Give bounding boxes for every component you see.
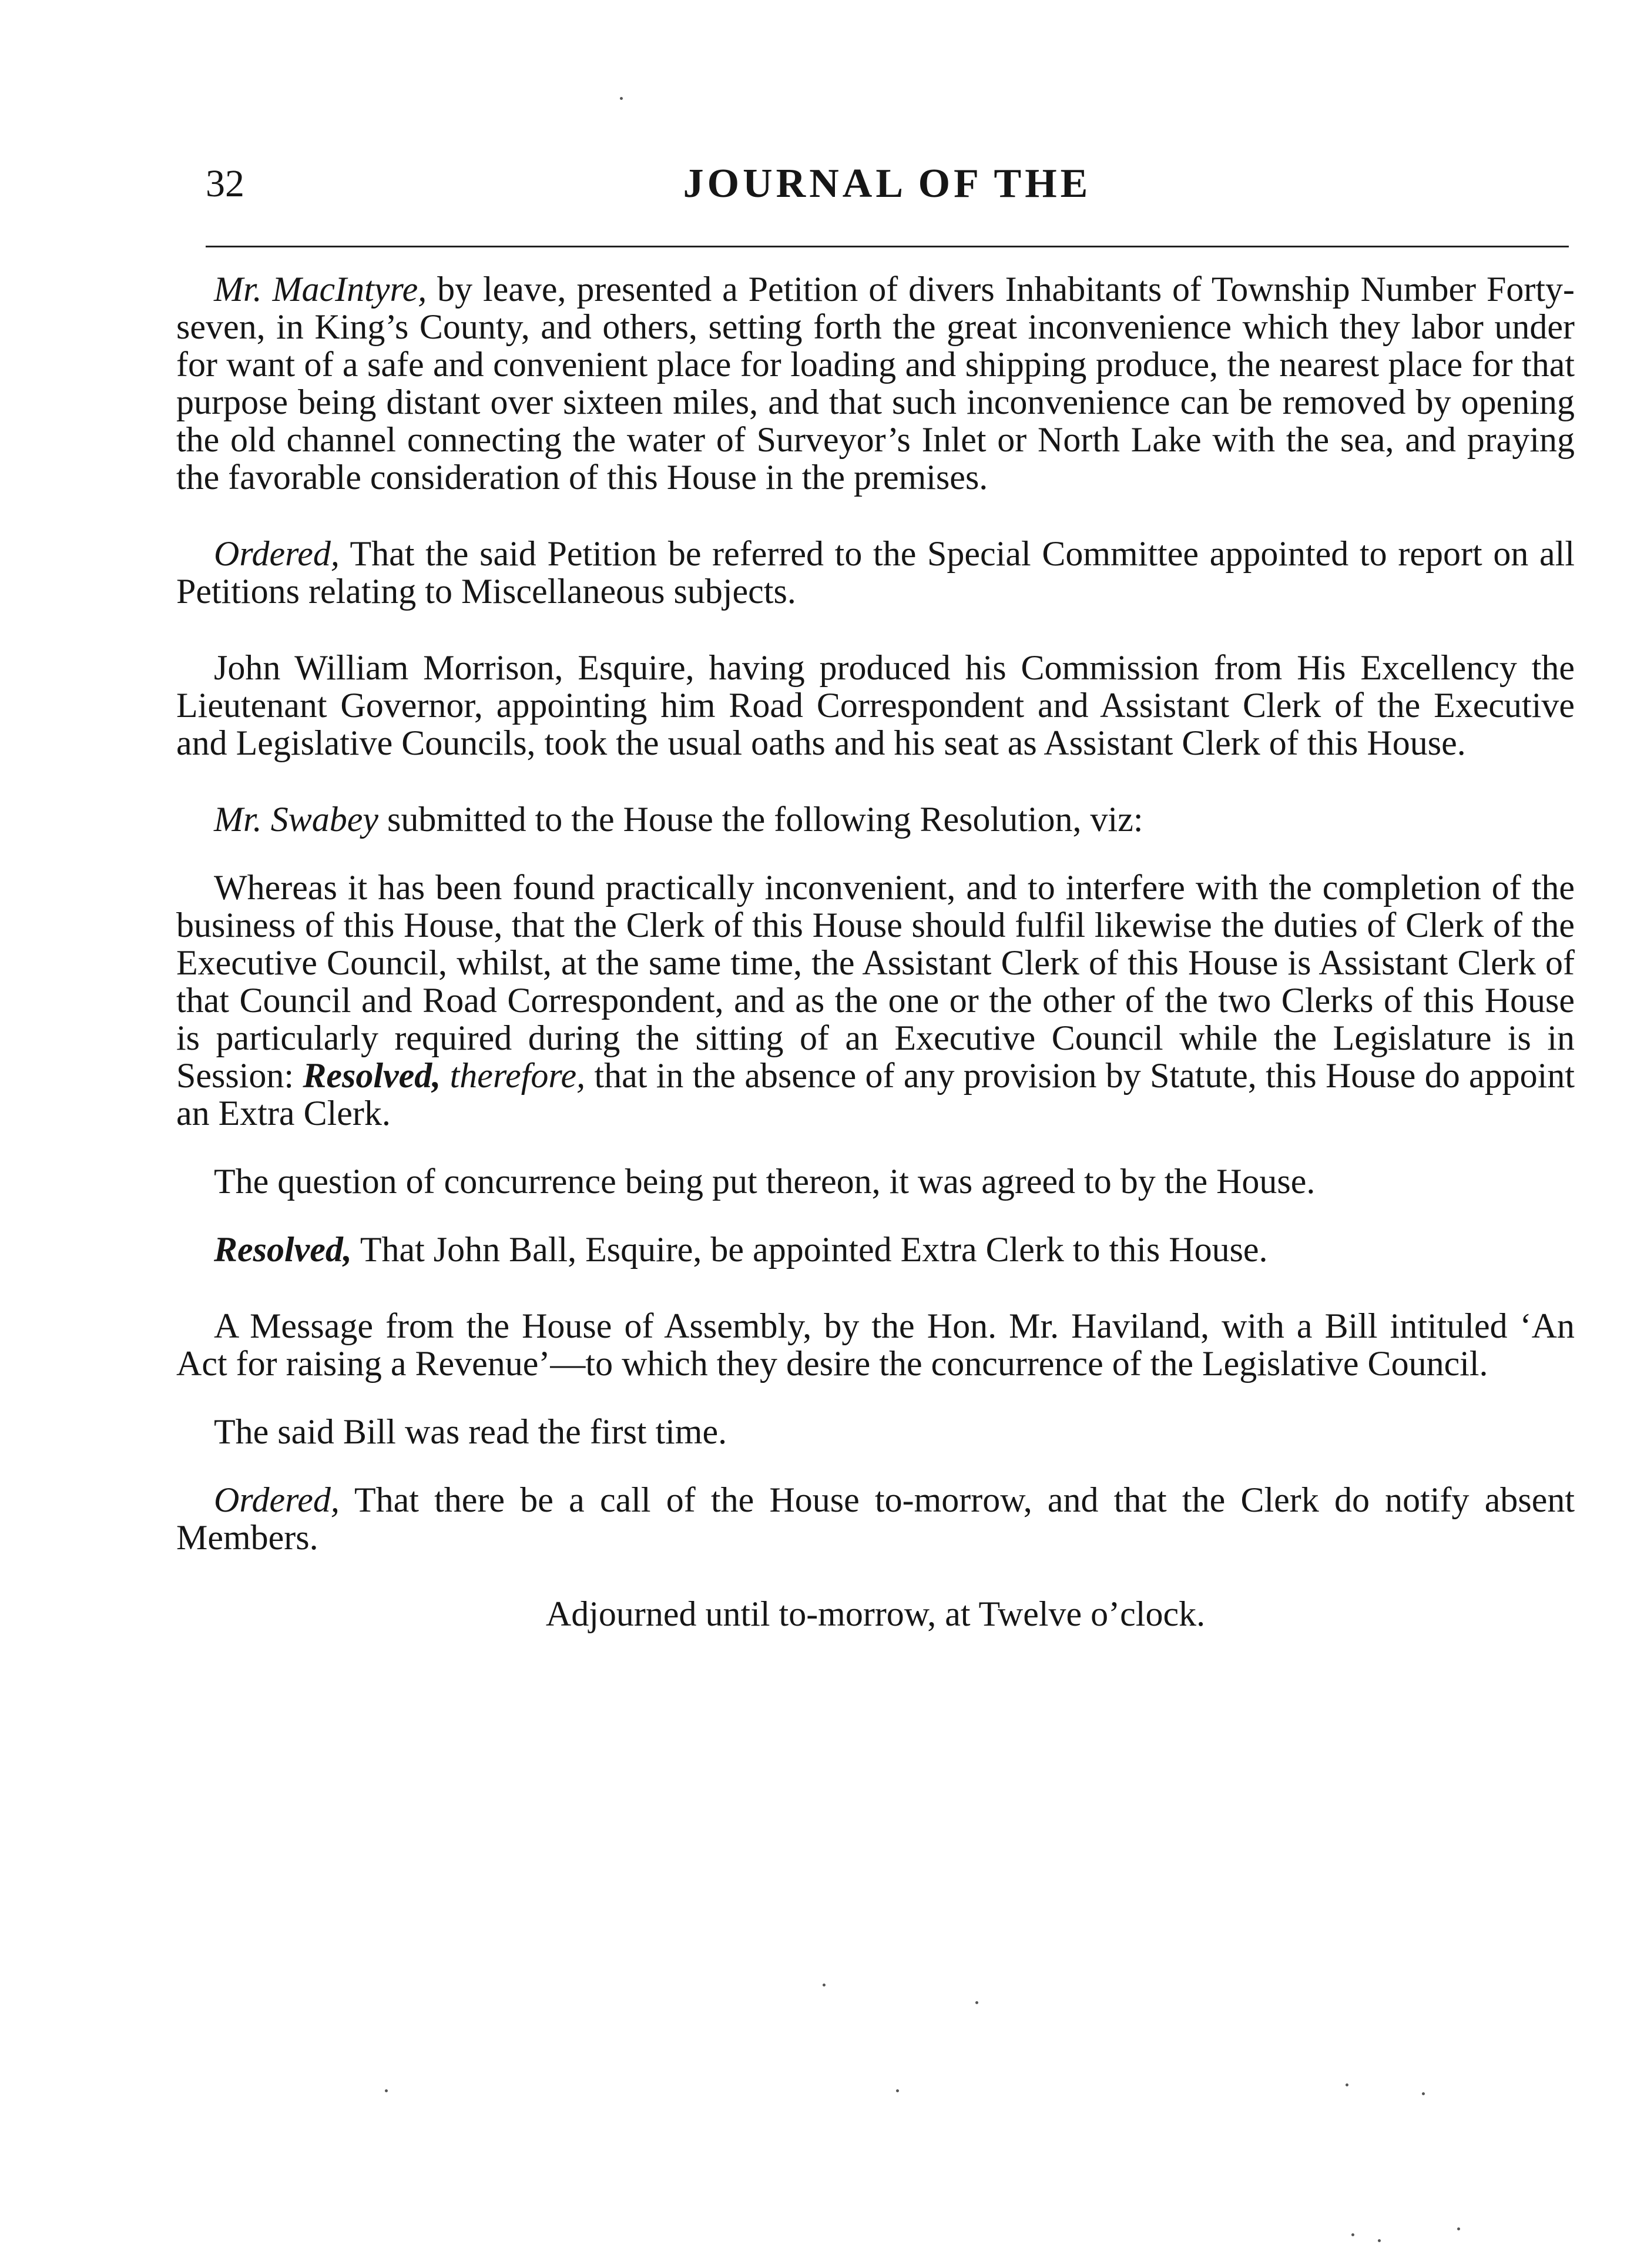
member-name: Swabey <box>270 800 378 839</box>
paragraph-text: A Message from the House of Assembly, by the Hon. Mr. Haviland, with a Bill intituled ‘An Act for raising a Revenue’—to which they desire the concurrence of the Legislative Council. <box>176 1306 1575 1383</box>
scan-speck <box>1457 2227 1460 2230</box>
paragraph-petition-macintyre <box>176 270 1575 496</box>
paragraph-text: The said Bill was read the first time. <box>214 1412 727 1451</box>
paragraph-adjourned <box>176 1595 1575 1633</box>
paragraph-concurrence <box>176 1163 1575 1200</box>
journal-title: JOURNAL OF THE <box>683 161 1092 206</box>
page-number: 32 <box>206 162 244 205</box>
paragraph-resolved-ball <box>176 1231 1575 1268</box>
paragraph-bill-read <box>176 1413 1575 1450</box>
paragraph-text: John William Morrison, Esquire, having produced his Commission from His Excellency the Lieutenant Governor, appointing him Road Correspondent and Assistant Clerk of the Executive and Legislative Councils, took the usual oaths and his seat as Assistant Clerk of this House. <box>176 648 1575 762</box>
member-name: Mr. MacIntyre, <box>214 270 427 309</box>
paragraph-morrison-commission <box>176 649 1575 762</box>
paragraph-text: That there be a call of the House to-morrow, and that the Clerk do notify absent Members. <box>176 1480 1575 1557</box>
header-rule <box>206 246 1569 247</box>
resolved-label: Resolved, <box>214 1230 352 1269</box>
paragraph-whereas <box>176 869 1575 1132</box>
paragraph-text: submitted to the House the following Resolution, viz: <box>378 800 1143 839</box>
paragraph-swabey-resolution <box>176 800 1575 838</box>
paragraph-text: Whereas it has been found practically inconvenient, and to interfere with the completion of the business of this House, that the Clerk of this House should fulfil likewise the duties of Clerk of the Executive Council, whilst, at the same time, the Assistant Clerk of this House is Assistant Clerk of that Council and Road Correspondent, and as the one or the other of the two Clerks of this House is particularly required during the sitting of an Executive Council while the Legislature is in Session: <box>176 868 1575 1095</box>
journal-body <box>176 270 1575 1671</box>
paragraph-order-call <box>176 1481 1575 1556</box>
running-head <box>206 158 1569 210</box>
scan-speck <box>896 2089 899 2092</box>
ordered-label: Ordered, <box>214 534 340 573</box>
resolved-label: Resolved, <box>303 1056 441 1095</box>
scan-speck <box>823 1984 826 1986</box>
mr-label: Mr. <box>214 800 262 839</box>
scan-speck <box>975 2001 978 2004</box>
scan-speck <box>1351 2233 1354 2236</box>
therefore-label: therefore, <box>449 1056 586 1095</box>
scan-speck <box>620 97 623 100</box>
ordered-label: Ordered, <box>214 1480 340 1519</box>
scan-speck <box>1346 2083 1348 2086</box>
paragraph-message-assembly <box>176 1307 1575 1382</box>
paragraph-text: That John Ball, Esquire, be appointed Extra Clerk to this House. <box>351 1230 1268 1269</box>
paragraph-text: The question of concurrence being put thereon, it was agreed to by the House. <box>214 1162 1316 1201</box>
scan-speck <box>385 2089 388 2092</box>
paragraph-text: by leave, presented a Petition of divers Inhabitants of Township Number Forty-seven, in King’s County, and others, setting forth the great inconvenience which they labor under for want of a safe and convenient place for loading and shipping produce, the nearest place for that purpose being distant over sixteen miles, and that such inconvenience can be removed by opening the old channel connecting the water of Surveyor’s Inlet or North Lake with the sea, and praying the favorable consideration of this House in the premises. <box>176 270 1575 497</box>
scan-speck <box>1422 2092 1425 2095</box>
paragraph-text: that in the absence of any provision by Statute, this House do appoint an Extra Clerk. <box>176 1056 1575 1133</box>
paragraph-text: Adjourned until to-morrow, at Twelve o’clock. <box>545 1594 1206 1633</box>
paragraph-order-committee <box>176 535 1575 610</box>
paragraph-text: That the said Petition be referred to the Special Committee appointed to report on all Petitions relating to Miscellaneous subjects. <box>176 534 1575 611</box>
scan-speck <box>1378 2239 1381 2242</box>
